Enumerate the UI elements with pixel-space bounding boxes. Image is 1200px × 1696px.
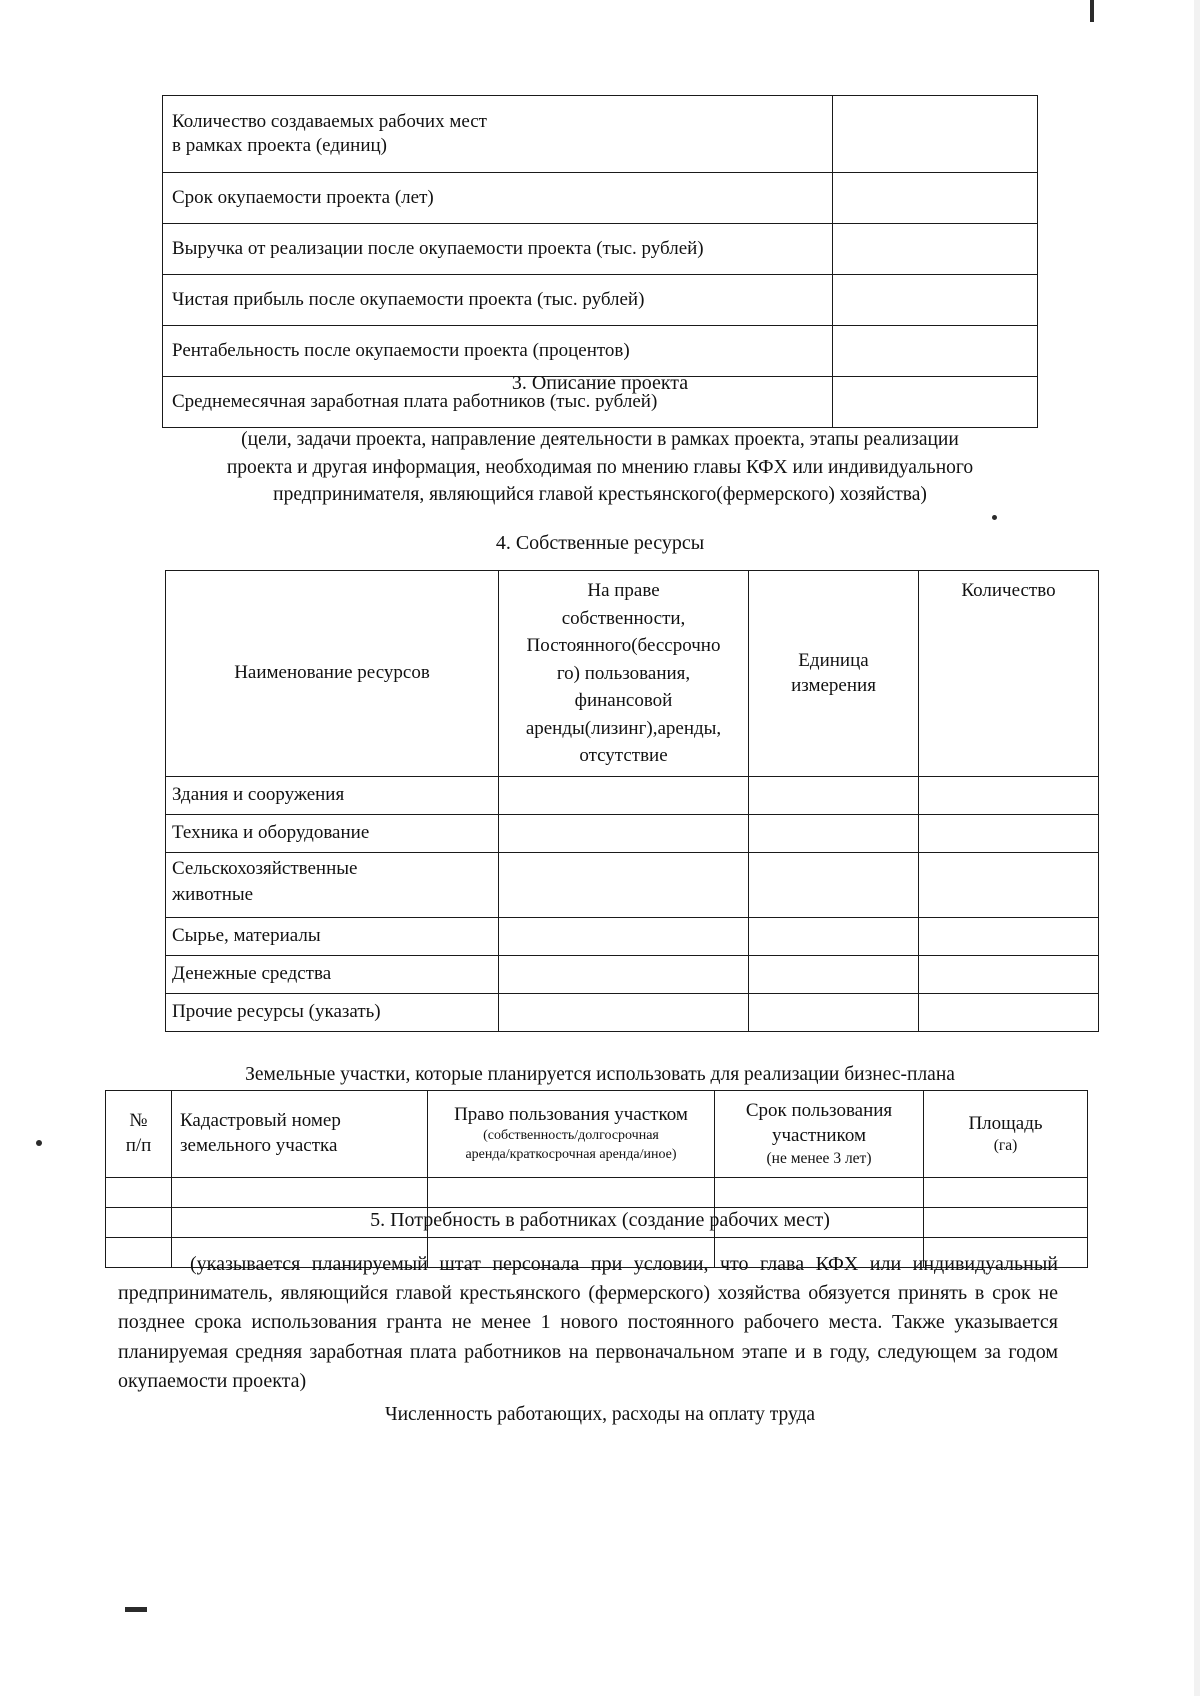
resource-label-line1: Сельскохозяйственные	[172, 858, 358, 879]
resource-label-cell: Техника и оборудование	[166, 815, 499, 853]
table-row	[163, 173, 1038, 224]
indicator-label-cell: Рентабельность после окупаемости проекта (процентов)	[163, 326, 833, 377]
section-3-description	[150, 426, 1050, 509]
land-plots-caption: Земельные участки, которые планируется использовать для реализации бизнес-плана	[245, 1064, 955, 1085]
resources-header-right	[499, 571, 749, 777]
land-header-usage-right	[428, 1091, 715, 1178]
section-4-heading: 4. Собственные ресурсы	[495, 532, 705, 554]
land-header-usage-term-line3: (не менее 3 лет)	[766, 1149, 872, 1167]
resources-header-unit-line: Единица	[798, 650, 869, 672]
resource-quantity-cell[interactable]	[919, 918, 1099, 956]
table-row	[163, 96, 1038, 173]
land-cell-area[interactable]	[924, 1178, 1088, 1208]
land-cell-usage-term[interactable]	[715, 1178, 924, 1208]
scan-mark-bottom	[125, 1607, 147, 1612]
resource-right-cell[interactable]	[499, 918, 749, 956]
indicator-value-cell[interactable]	[833, 224, 1038, 275]
indicator-label-cell	[163, 96, 833, 173]
scan-speck-left	[36, 1140, 42, 1146]
land-cell-number[interactable]	[106, 1178, 172, 1208]
resource-unit-cell[interactable]	[749, 994, 919, 1032]
resource-right-cell[interactable]	[499, 853, 749, 918]
land-header-usage-term-line1: Срок пользования	[745, 1100, 893, 1122]
resources-header-name: Наименование ресурсов	[166, 571, 499, 777]
resource-label-line2: животные	[172, 883, 254, 905]
resources-header-right-line: На праве	[587, 580, 660, 602]
table-row	[163, 326, 1038, 377]
land-header-cadastral	[172, 1091, 428, 1178]
resources-header-right-line: финансовой	[574, 690, 673, 712]
indicator-label-line1: Количество создаваемых рабочих мест	[172, 110, 487, 132]
table-row	[166, 853, 1099, 918]
land-header-usage-term-line2: участником	[772, 1124, 866, 1146]
table-row	[166, 777, 1099, 815]
table-row	[166, 956, 1099, 994]
resource-label-cell	[166, 853, 499, 918]
resource-right-cell[interactable]	[499, 994, 749, 1032]
resources-header-right-line: отсутствие	[579, 745, 668, 767]
resource-right-cell[interactable]	[499, 956, 749, 994]
resources-header-right-line: собственности,	[561, 607, 686, 629]
land-plots-table	[105, 1090, 1088, 1268]
land-cell-usage-right[interactable]	[428, 1178, 715, 1208]
resource-unit-cell[interactable]	[749, 853, 919, 918]
resource-unit-cell[interactable]	[749, 918, 919, 956]
land-header-number-line1: №	[129, 1110, 148, 1132]
indicator-label-cell: Срок окупаемости проекта (лет)	[163, 173, 833, 224]
resource-label-cell: Прочие ресурсы (указать)	[166, 994, 499, 1032]
resource-unit-cell[interactable]	[749, 777, 919, 815]
land-header-usage-term	[715, 1091, 924, 1178]
own-resources-table	[165, 570, 1099, 1032]
table-row	[163, 275, 1038, 326]
land-header-area-line1: Площадь	[968, 1112, 1043, 1134]
resources-header-right-line: аренды(лизинг),аренды,	[525, 717, 722, 739]
resource-right-cell[interactable]	[499, 815, 749, 853]
land-header-area-line2: (га)	[993, 1137, 1018, 1155]
indicator-label-cell: Среднемесячная заработная плата работников (тыс. рублей)	[163, 377, 833, 428]
resource-label-cell: Денежные средства	[166, 956, 499, 994]
indicator-value-cell[interactable]	[833, 173, 1038, 224]
resource-label-cell: Сырье, материалы	[166, 918, 499, 956]
indicator-value-cell[interactable]	[833, 275, 1038, 326]
resource-unit-cell[interactable]	[749, 956, 919, 994]
resources-header-unit-line: измерения	[791, 674, 876, 696]
resource-quantity-cell[interactable]	[919, 777, 1099, 815]
resource-quantity-cell[interactable]	[919, 853, 1099, 918]
land-header-area	[924, 1091, 1088, 1178]
indicator-value-cell[interactable]	[833, 326, 1038, 377]
resources-header-quantity: Количество	[919, 571, 1099, 777]
scan-edge-artifact	[1194, 0, 1200, 1696]
section-3-heading: 3. Описание проекта	[511, 372, 689, 394]
land-header-cadastral-line1: Кадастровый номер	[180, 1110, 341, 1132]
resource-right-cell[interactable]	[499, 777, 749, 815]
table-header-row	[166, 571, 1099, 777]
resource-label-cell: Здания и сооружения	[166, 777, 499, 815]
scan-speck-right	[992, 515, 997, 520]
section-3-description-line: проекта и другая информация, необходимая по мнению главы КФХ или индивидуального	[226, 456, 974, 478]
resource-unit-cell[interactable]	[749, 815, 919, 853]
resource-quantity-cell[interactable]	[919, 815, 1099, 853]
section-5-description-text: (указывается планируемый штат персонала при условии, что глава КФХ или индивидуальный предприниматель, являющийся главой крестьянского (фермерского) хозяйства обязуется принять в срок не позднее срока использования гранта не менее 1 нового постоянного рабочего места. Также указывается планируемая средняя заработная плата работников на первоначальном этапе и в году, следующем за годом окупаемости проекта)	[118, 1253, 1058, 1392]
table-row	[166, 815, 1099, 853]
resources-header-unit	[749, 571, 919, 777]
table-row	[166, 994, 1099, 1032]
section-5-description	[118, 1250, 1058, 1396]
land-header-usage-right-note2: аренда/краткосрочная аренда/иное)	[465, 1147, 677, 1163]
indicator-label-cell: Чистая прибыль после окупаемости проекта (тыс. рублей)	[163, 275, 833, 326]
land-header-number	[106, 1091, 172, 1178]
land-header-usage-right-note1: (собственность/долгосрочная	[483, 1128, 659, 1144]
headcount-payroll-caption: Численность работающих, расходы на оплату труда	[384, 1404, 816, 1425]
resource-quantity-cell[interactable]	[919, 956, 1099, 994]
table-header-row	[106, 1091, 1088, 1178]
section-3-description-line: предпринимателя, являющийся главой крестьянского(фермерского) хозяйства)	[273, 484, 927, 506]
land-header-cadastral-line2: земельного участка	[180, 1135, 338, 1156]
resources-header-right-line: Постоянного(бессрочно	[526, 635, 721, 657]
resource-quantity-cell[interactable]	[919, 994, 1099, 1032]
indicator-label-line2: в рамках проекта (единиц)	[172, 135, 388, 156]
table-row	[106, 1178, 1088, 1208]
land-cell-cadastral[interactable]	[172, 1178, 428, 1208]
table-row	[166, 918, 1099, 956]
scan-mark-top	[1090, 0, 1094, 22]
resources-header-right-line: го) пользования,	[556, 662, 691, 684]
table-row	[163, 224, 1038, 275]
indicator-value-cell[interactable]	[833, 96, 1038, 173]
section-5-heading: 5. Потребность в работниках (создание рабочих мест)	[370, 1209, 830, 1231]
land-header-usage-right-main: Право пользования участком	[454, 1103, 688, 1125]
section-3-description-line: (цели, задачи проекта, направление деятельности в рамках проекта, этапы реализации	[241, 429, 959, 450]
indicator-label-cell: Выручка от реализации после окупаемости проекта (тыс. рублей)	[163, 224, 833, 275]
land-header-number-line2: п/п	[125, 1135, 152, 1156]
